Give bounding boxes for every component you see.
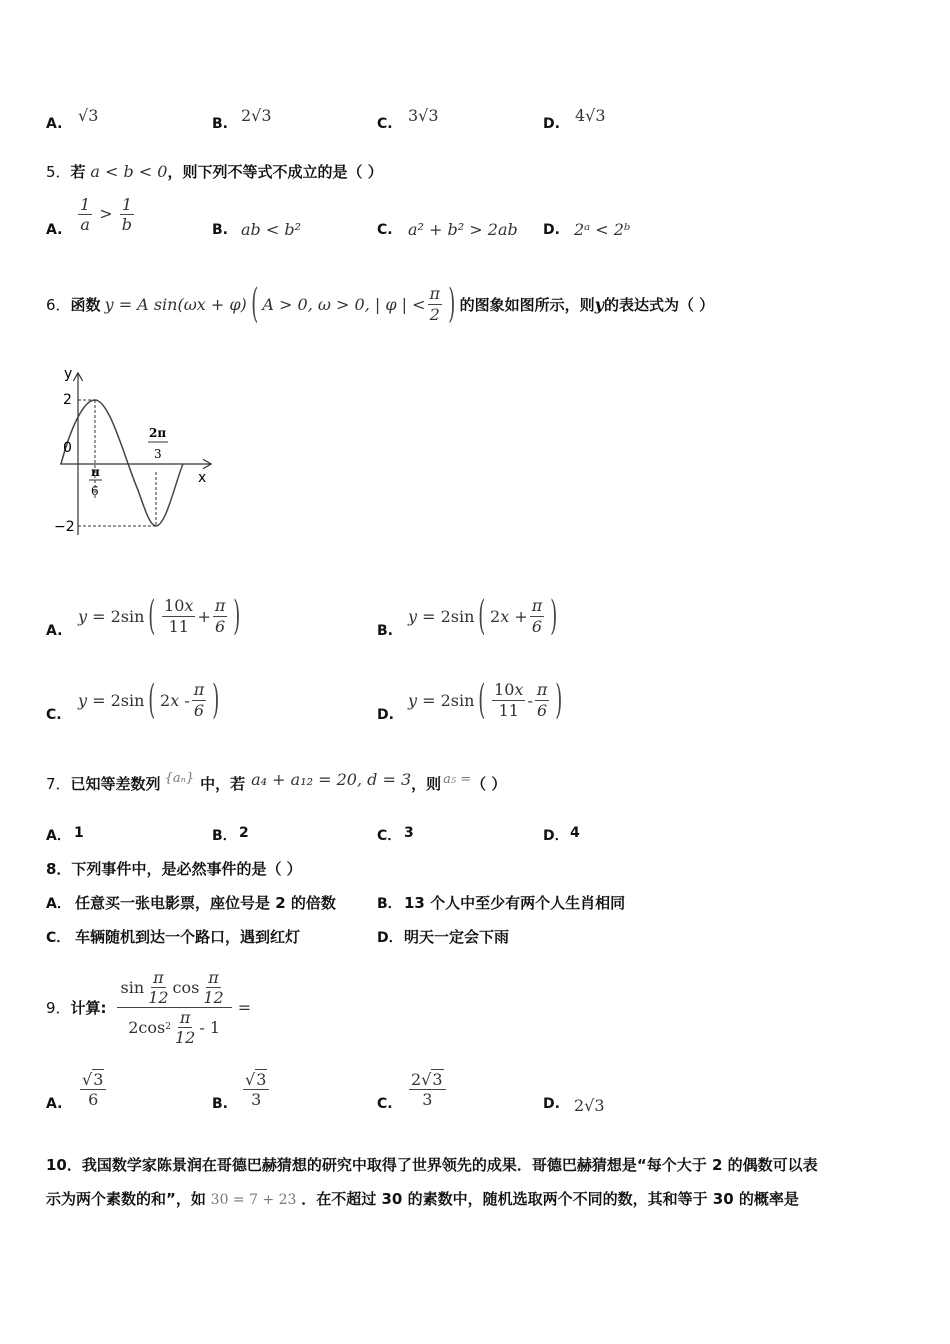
q8-option-d-value: 明天一定会下雨 xyxy=(404,928,510,946)
q4-option-b-label: B. xyxy=(212,116,228,132)
question-10-line-2 xyxy=(46,1188,799,1209)
q4-option-c-label: C. xyxy=(377,116,393,132)
q8-option-b-label: B． xyxy=(377,896,402,912)
q5-option-c-value: a² + b² > 2ab xyxy=(408,220,518,239)
q5-option-d-label: D. xyxy=(543,222,560,238)
q9-option-b-label: B. xyxy=(212,1096,228,1112)
y-min-label: −2 xyxy=(54,519,75,535)
q5-pre: 若 xyxy=(70,163,86,181)
question-6-stem: 6． 函数 y = A sin(ωx + φ) ( A > 0, ω > 0, | φ | < $\frac{\pi}{2}$ ) 的图象如图所示，则 y 的表达式为（ ） xyxy=(46,281,715,327)
q4-option-a-label: A. xyxy=(46,116,63,132)
question-8-stem: 8．下列事件中，是必然事件的是（ ） xyxy=(46,860,302,878)
q5-post: ，则下列不等式不成立的是（ ） xyxy=(167,163,383,181)
q9-option-a-value: $\frac{√3}{6}$ xyxy=(78,1070,108,1109)
q7-target: a₅ = xyxy=(443,772,472,787)
q5-option-d-value: 2ᵃ < 2ᵇ xyxy=(574,220,631,239)
q8-option-c-value: 车辆随机到达一个路口，遇到红灯 xyxy=(75,928,301,946)
q9-pre: 计算: xyxy=(70,999,107,1017)
x2-denominator: 3 xyxy=(154,447,162,461)
question-5-stem xyxy=(46,161,383,182)
q7-option-d-value: 4 xyxy=(570,825,580,841)
q6-function: y = A sin(ωx + φ) xyxy=(104,294,247,314)
q6-var: y xyxy=(594,294,604,314)
q6-sine-graph xyxy=(50,360,220,545)
q7-option-a-value: 1 xyxy=(74,825,84,841)
q8-option-c-label: C． xyxy=(46,930,71,946)
q7-option-a-label: A． xyxy=(46,828,71,844)
q8-option-b-value: 13 个人中至少有两个人生肖相同 xyxy=(404,894,626,912)
q9-option-b-value: $\frac{√3}{3}$ xyxy=(241,1070,271,1109)
q5-option-b-label: B. xyxy=(212,222,228,238)
q6-option-b-label: B. xyxy=(377,623,393,639)
q6-option-d-label: D. xyxy=(377,707,394,723)
q6-option-a-label: A. xyxy=(46,623,63,639)
q9-option-d-value: 2√3 xyxy=(574,1096,605,1115)
q7-condition: a₄ + a₁₂ = 20, d = 3 xyxy=(251,770,412,789)
q7-option-c-value: 3 xyxy=(404,825,414,841)
q7-number: 7． xyxy=(46,775,71,793)
question-9-stem: 9． 计算: sin $\frac{\pi}{12}$ cos $\frac{\pi}{12}$ 2cos 2 $\frac{\pi}{12}$ - 1 = xyxy=(46,967,252,1048)
q5-option-a-value: $\frac{1}{a}$ > $\frac{1}{b}$ xyxy=(80,195,133,235)
q7-paren: （ ） xyxy=(471,775,507,793)
y-axis-label: y xyxy=(64,366,73,382)
q10-equation: 30 = 7 + 23 xyxy=(210,1192,297,1208)
q4-option-d-label: D. xyxy=(543,116,560,132)
q6-pre: 函数 xyxy=(70,295,101,314)
q7-pre: 已知等差数列 xyxy=(70,775,161,793)
q10-line2-post: ．在不超过 30 的素数中，随机选取两个不同的数，其和等于 30 的概率是 xyxy=(301,1190,799,1208)
q6-number: 6． xyxy=(46,295,71,314)
x-axis-label: x xyxy=(198,470,207,486)
q9-option-c-value: $\frac{2√3}{3}$ xyxy=(407,1070,448,1109)
q4-option-b-value: 2√3 xyxy=(241,106,272,125)
q9-number: 9． xyxy=(46,999,71,1017)
q5-option-c-label: C. xyxy=(377,222,393,238)
q4-option-c-value: 3√3 xyxy=(408,106,439,125)
q8-option-d-label: D． xyxy=(377,930,403,946)
q6-post: 的图象如图所示，则 xyxy=(459,295,595,314)
q5-condition: a < b < 0 xyxy=(90,162,168,181)
origin-label: 0 xyxy=(63,440,72,456)
x1-denominator: 6 xyxy=(91,484,99,498)
q5-option-b-value: ab < b² xyxy=(241,220,302,239)
q8-option-a-label: A． xyxy=(46,896,71,912)
q4-option-d-value: 4√3 xyxy=(575,106,606,125)
x1-numerator: π xyxy=(91,465,100,479)
q5-number: 5． xyxy=(46,163,71,181)
q6-option-c-value: y = 2sin ( 2x - $\frac{\pi}{6}$ ) xyxy=(78,677,220,723)
q9-option-a-label: A. xyxy=(46,1096,63,1112)
q7-option-c-label: C． xyxy=(377,828,402,844)
q5-option-a-label: A. xyxy=(46,222,63,238)
y-max-label: 2 xyxy=(63,392,72,408)
question-7-stem xyxy=(46,770,506,797)
x2-numerator: 2π xyxy=(149,426,167,440)
q9-option-c-label: C. xyxy=(377,1096,393,1112)
q6-option-b-value: y = 2sin ( 2x + $\frac{\pi}{6}$ ) xyxy=(408,593,558,639)
q6-post2: 的表达式为（ ） xyxy=(603,295,715,314)
q7-option-b-value: 2 xyxy=(239,825,249,841)
q6-option-d-value: y = 2sin ( $\frac{10x}{11}$ - $\frac{\pi}{6}$ ) xyxy=(408,677,563,723)
question-10-line-1: 10．我国数学家陈景润在哥德巴赫猜想的研究中取得了世界领先的成果．哥德巴赫猜想是“每个大于 2 的偶数可以表 xyxy=(46,1156,818,1174)
q7-sequence: {aₙ} xyxy=(164,771,195,786)
q8-option-a-value: 任意买一张电影票，座位号是 2 的倍数 xyxy=(75,894,336,912)
sine-curve xyxy=(61,400,183,526)
q4-option-a-value: √3 xyxy=(78,106,99,125)
q9-expression: sin $\frac{\pi}{12}$ cos $\frac{\pi}{12}$ 2cos 2 $\frac{\pi}{12}$ - 1 xyxy=(117,968,232,1048)
q7-post: ，则 xyxy=(411,775,442,793)
q6-condition: A > 0, ω > 0, | φ | < xyxy=(262,294,426,314)
q7-mid: 中，若 xyxy=(200,775,246,793)
q7-option-b-label: B． xyxy=(212,828,237,844)
q7-option-d-label: D． xyxy=(543,828,569,844)
q6-option-a-value: y = 2sin ( $\frac{10x}{11}$ + $\frac{\pi}{6}$ ) xyxy=(78,593,241,639)
q6-option-c-label: C. xyxy=(46,707,62,723)
q9-option-d-label: D. xyxy=(543,1096,560,1112)
q10-line2-pre: 示为两个素数的和”，如 xyxy=(46,1190,206,1208)
